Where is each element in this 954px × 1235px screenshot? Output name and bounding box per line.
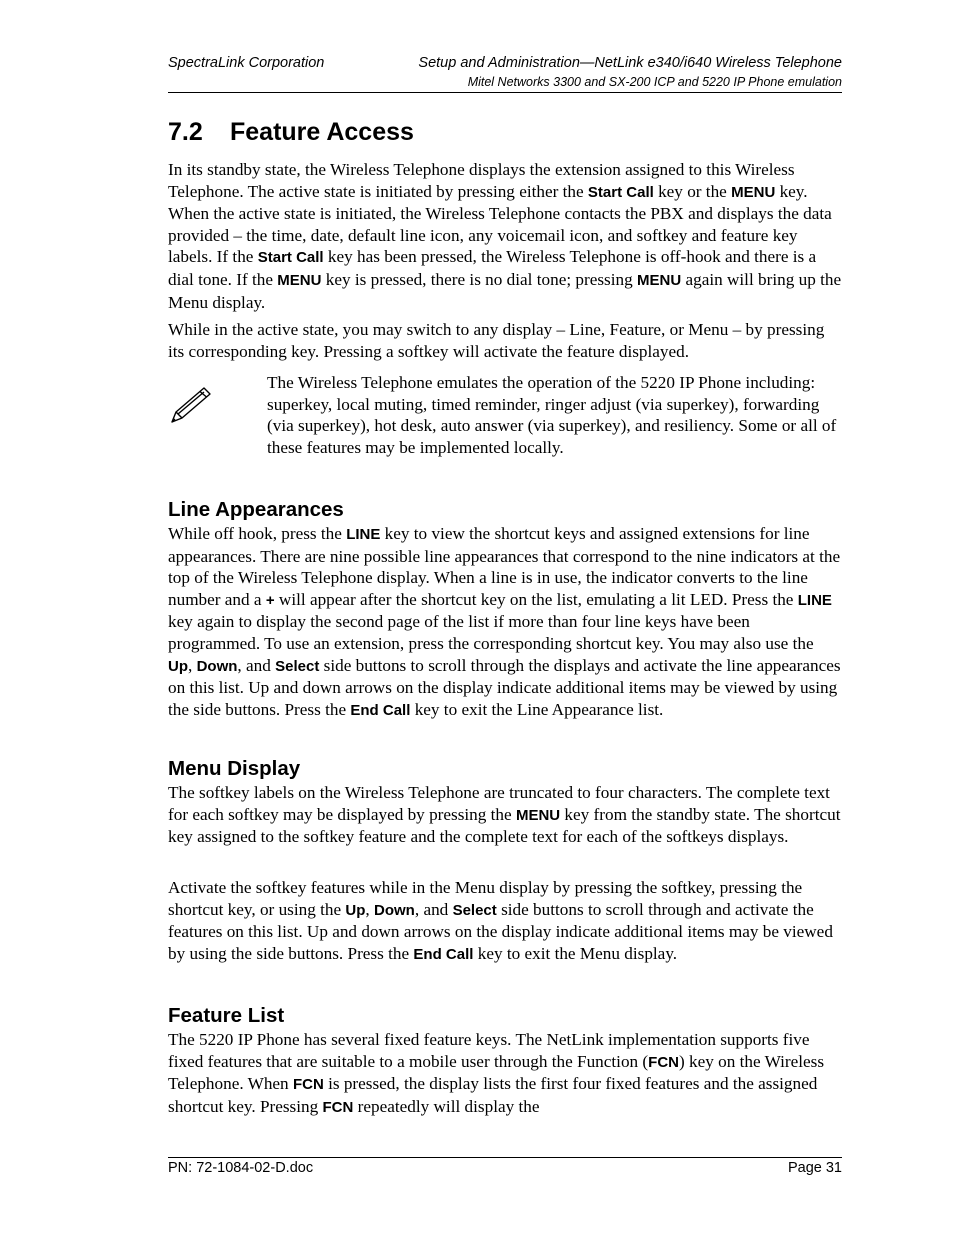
text-run: key to exit the Line Appearance list. (410, 699, 664, 719)
text-run: While off hook, press the (168, 524, 347, 543)
document-page (168, 0, 842, 1235)
text-run: The 5220 IP Phone has several fixed feature keys. The NetLink implementation supports five fixed features that are suitable to a mobile user through the Function ( (168, 1030, 810, 1071)
text-run: side buttons to scroll through the displays and activate the line appearances on this list. Up and down arrows on the display indicate additional items may be viewed by using the side buttons. Press the (168, 655, 841, 719)
active-state-paragraph: While in the active state, you may switch to any display – Line, Feature, or Menu – by pressing its corresponding key. Pressing a softkey will activate the feature displayed. (168, 320, 825, 361)
note-callout: The Wireless Telephone emulates the operation of the 5220 IP Phone including: superkey, local muting, timed reminder, ringer adjust (via superkey), forwarding (via superkey), hot desk, auto answer (via superkey), and resiliency. Some or all of these features may be implemented locally. (267, 373, 837, 457)
text-run: key to view the shortcut keys and assigned extensions for line appearances. There are nine possible line appearances that correspond to the nine indicators at the top of the Wireless Telephone display. When a line is in use, the indicator converts to the line number and a (168, 524, 841, 609)
text-run: repeatedly will display the (353, 1096, 540, 1116)
key-name: LINE (797, 591, 832, 609)
header-divider (168, 92, 842, 93)
menu-display-paragraph-1 (168, 782, 842, 848)
text-run: side buttons to scroll through and activate the features on this list. Up and down arrows on the display indicate additional items may be viewed by using the side buttons. Press the (168, 899, 833, 963)
key-name: Select (275, 657, 320, 675)
menu-display-paragraph-2 (168, 877, 842, 965)
text-run: In its standby state, the Wireless Telephone displays the extension assigned to this Wireless Telephone. The active state is initiated by pressing either the (168, 160, 795, 201)
text-run: key or the (653, 181, 732, 201)
menu-display-heading: Menu Display (168, 757, 301, 780)
key-name: Down (374, 901, 415, 919)
text-run: key has been pressed, the Wireless Telephone is off-hook and there is a dial tone. If the (168, 247, 817, 289)
key-name: Start Call (257, 249, 324, 267)
key-name: Up (168, 657, 188, 675)
page-header (168, 55, 842, 75)
section-heading (168, 118, 414, 147)
text-run: , (365, 899, 375, 919)
key-name: MENU (731, 183, 776, 201)
key-name: End Call (350, 701, 411, 719)
key-name: FCN (648, 1053, 679, 1071)
key-name: MENU (515, 806, 561, 824)
section-number: 7.2 (168, 118, 203, 146)
header-title: Setup and Administration—NetLink e340/i640 Wireless Telephone (418, 55, 842, 71)
text-run: is pressed, the display lists the first four fixed features and the assigned shortcut key. Pressing (168, 1074, 818, 1116)
text-run: key is pressed, there is no dial tone; pressing (321, 269, 637, 289)
intro-paragraph (168, 159, 842, 313)
footer-doc-number: PN: 72-1084-02-D.doc (168, 1160, 314, 1176)
key-name: MENU (637, 271, 682, 289)
text-run: , and (237, 655, 276, 675)
footer-divider (168, 1157, 842, 1158)
pencil-icon (168, 384, 214, 426)
section-title: Feature Access (230, 118, 414, 146)
text-run: will appear after the shortcut key on the list, emulating a lit LED. Press the (274, 589, 798, 609)
feature-list-heading: Feature List (168, 1004, 285, 1027)
key-name: + (265, 591, 275, 609)
key-name: Down (196, 657, 238, 675)
key-name: Select (452, 901, 497, 919)
text-run: key to exit the Menu display. (473, 943, 678, 963)
text-run: Activate the softkey features while in the Menu display by pressing the softkey, pressing the shortcut key, or using the (168, 878, 803, 919)
key-name: Up (345, 901, 366, 919)
text-run: The softkey labels on the Wireless Telephone are truncated to four characters. The complete text for each softkey may be displayed by pressing the (168, 783, 830, 824)
text-run: , and (414, 899, 453, 919)
header-company: SpectraLink Corporation (168, 55, 325, 71)
key-name: Start Call (587, 183, 654, 201)
text-run: key from the standby state. The shortcut key assigned to the softkey feature and the complete text for each of the softkeys displays. (168, 804, 841, 847)
key-name: LINE (346, 526, 381, 543)
feature-list-paragraph (168, 1029, 842, 1118)
line-appearances-heading: Line Appearances (168, 498, 344, 521)
text-run: key again to display the second page of the list if more than four line keys have been programmed. To use an extension, press the corresponding shortcut key. You may also use the (168, 612, 814, 653)
footer-page-number: Page 31 (787, 1160, 842, 1176)
key-name: MENU (277, 271, 322, 289)
header-subtitle: Mitel Networks 3300 and SX-200 ICP and 5220 IP Phone emulation (467, 75, 842, 89)
key-name: FCN (292, 1076, 324, 1094)
text-run: ) key on the Wireless Telephone. When (168, 1051, 825, 1094)
text-run: again will bring up the Menu display. (168, 269, 842, 312)
text-run: key. When the active state is initiated, the Wireless Telephone contacts the PBX and displays the data provided – the time, date, default line icon, any voicemail icon, and softkey and feature key labels. If the (168, 181, 832, 267)
key-name: FCN (322, 1098, 354, 1116)
line-appearances-paragraph (168, 523, 842, 721)
text-run: , (188, 655, 197, 675)
key-name: End Call (413, 945, 474, 963)
